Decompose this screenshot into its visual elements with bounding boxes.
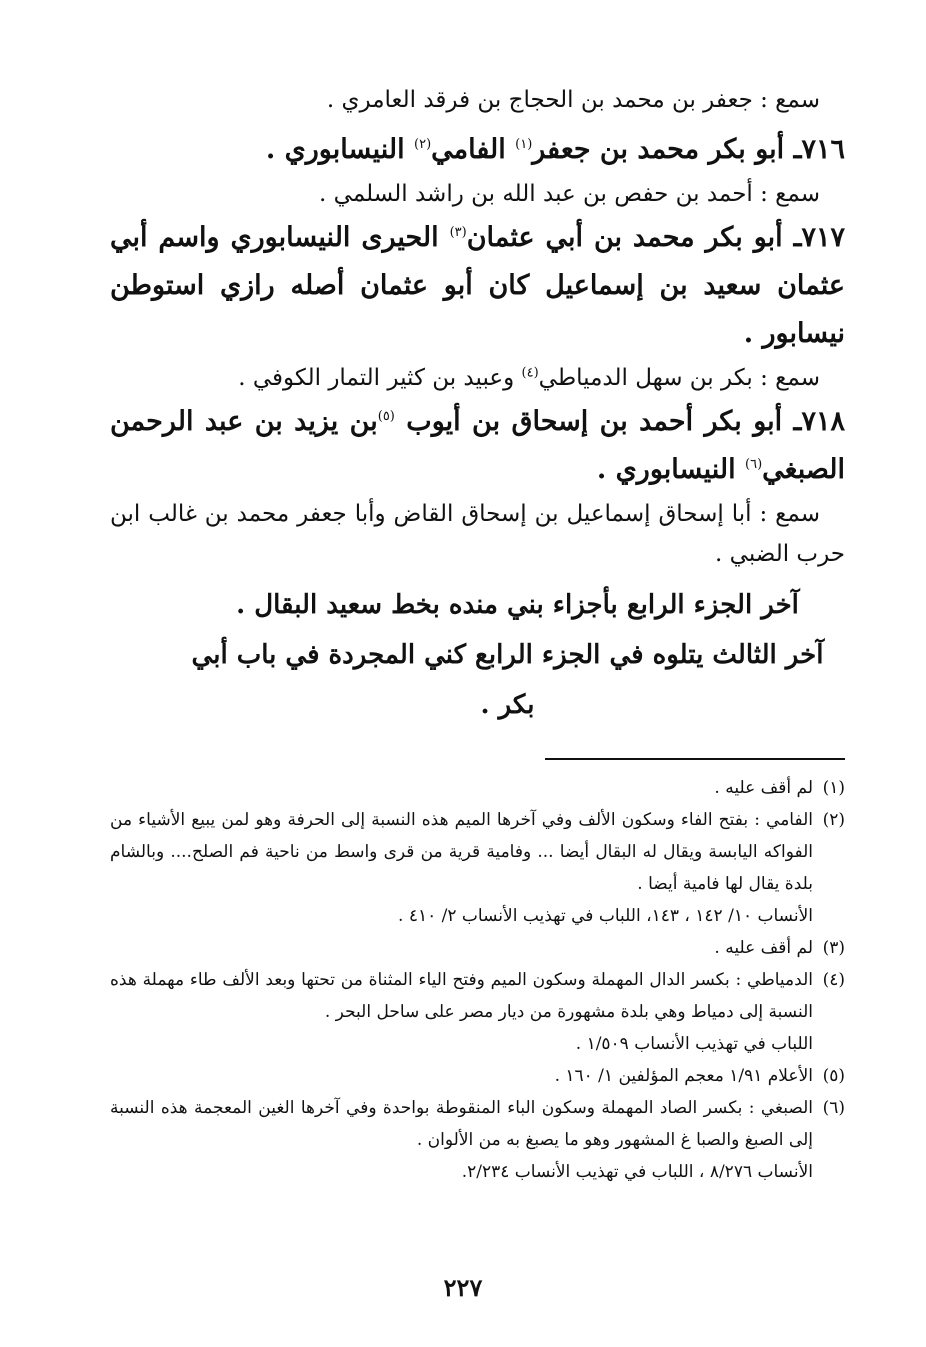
heading-text: الفامي: [431, 134, 516, 165]
heading-text: ٧١٨ـ أبو بكر أحمد بن إسحاق بن أيوب: [394, 406, 845, 437]
footnote-3: [110, 932, 845, 964]
footnote-number: (٥): [822, 1066, 845, 1086]
entry-heading-718: [110, 398, 845, 494]
footnotes: [110, 772, 845, 1188]
entry-line: سمع : أبا إسحاق إسماعيل بن إسحاق القاض وأبا جعفر محمد بن غالب ابن حرب الضبي .: [110, 501, 845, 567]
entry-heading-716: [110, 126, 845, 174]
footnote-1: [110, 772, 845, 804]
footnote-6: [110, 1092, 845, 1188]
heading-text: بن يزيد بن عبد الرحمن الصبغي: [110, 406, 845, 485]
footnote-text: لم أقف عليه .: [714, 938, 813, 958]
footnote-source: اللباب في تهذيب الأنساب ١/٥٠٩ .: [575, 1034, 813, 1054]
page-body: [110, 80, 845, 1188]
footnote-divider: [545, 758, 845, 760]
footnote-ref[interactable]: (٤): [521, 365, 539, 381]
entry-line: [110, 358, 845, 398]
footnote-number: (٢): [822, 810, 845, 830]
footnote-2: [110, 804, 845, 932]
footnote-source: الأنساب ٨/٢٧٦ ، اللباب في تهذيب الأنساب ٢/٢٣٤.: [461, 1162, 813, 1182]
footnote-divider-wrap: [110, 730, 845, 772]
footnote-ref[interactable]: (٥): [377, 409, 395, 424]
page-number: ٢٢٧: [443, 1273, 483, 1302]
footnote-text: الفامي : بفتح الفاء وسكون الألف وفي آخرها الميم هذه النسبة إلى الحرفة وهو لمن يبيع الأشياء من الفواكه اليابسة ويقال له البقال أيضا ... وفامية قرية من قرى واسط من ناحية فم الصلح.... وبالشام بلدة يقال لها فامية أيضا .: [110, 810, 813, 894]
entry-line: سمع : أحمد بن حفص بن عبد الله بن راشد السلمي .: [319, 181, 820, 207]
heading-text: النيسابوري .: [596, 454, 746, 485]
heading-text: النيسابوري .: [265, 134, 414, 165]
footnote-ref[interactable]: (٦): [745, 457, 763, 472]
closing-line-2: آخر الثالث يتلوه في الجزء الرابع كني المجردة في باب أبي بكر .: [191, 640, 824, 720]
heading-text: ٧١٧ـ أبو بكر محمد بن أبي عثمان: [466, 222, 845, 253]
footnote-ref[interactable]: (٣): [449, 225, 467, 240]
footnote-number: (١): [822, 778, 845, 798]
closing-line-1: آخر الجزء الرابع بأجزاء بني منده بخط سعيد البقال .: [236, 590, 799, 620]
entry-heading-717: [110, 214, 845, 358]
footnote-number: (٤): [822, 970, 845, 990]
footnote-number: (٦): [822, 1098, 845, 1118]
footnote-5: [110, 1060, 845, 1092]
footnote-text: الأعلام ١/٩١ معجم المؤلفين ١/ ١٦٠ .: [554, 1066, 813, 1086]
heading-text: ٧١٦ـ أبو بكر محمد بن جعفر: [532, 134, 845, 165]
footnote-ref[interactable]: (١): [515, 137, 533, 152]
body-text: سمع : بكر بن سهل الدمياطي: [538, 365, 820, 391]
footnote-text: الصبغي : بكسر الصاد المهملة وسكون الباء المنقوطة بواحدة وفي آخرها الغين المعجمة هذه النسبة إلى الصبغ والصبا غ المشهور وهو ما يصبغ به من الألوان .: [110, 1098, 813, 1150]
footnote-ref[interactable]: (٢): [414, 137, 432, 152]
footnote-source: الأنساب ١٠/ ١٤٢ ، ١٤٣، اللباب في تهذيب الأنساب ٢/ ٤١٠ .: [398, 906, 813, 926]
footnote-number: (٣): [822, 938, 845, 958]
footnote-text: لم أقف عليه .: [714, 778, 813, 798]
entry-line: سمع : جعفر بن محمد بن الحجاج بن فرقد العامري .: [326, 87, 820, 113]
footnote-text: الدمياطي : بكسر الدال المهملة وسكون الميم وفتح الياء المثناة من تحتها وبعد الألف طاء مهملة هذه النسبة إلى دمياط وهي بلدة مشهورة من ديار مصر على ساحل البحر .: [110, 970, 813, 1022]
heading-text: الحيرى النيسابوري واسم أبي عثمان سعيد بن إسماعيل كان أبو عثمان أصله رازي استوطن نيسابور .: [110, 222, 845, 349]
body-text: وعبيد بن كثير التمار الكوفي .: [238, 365, 522, 391]
footnote-4: [110, 964, 845, 1060]
